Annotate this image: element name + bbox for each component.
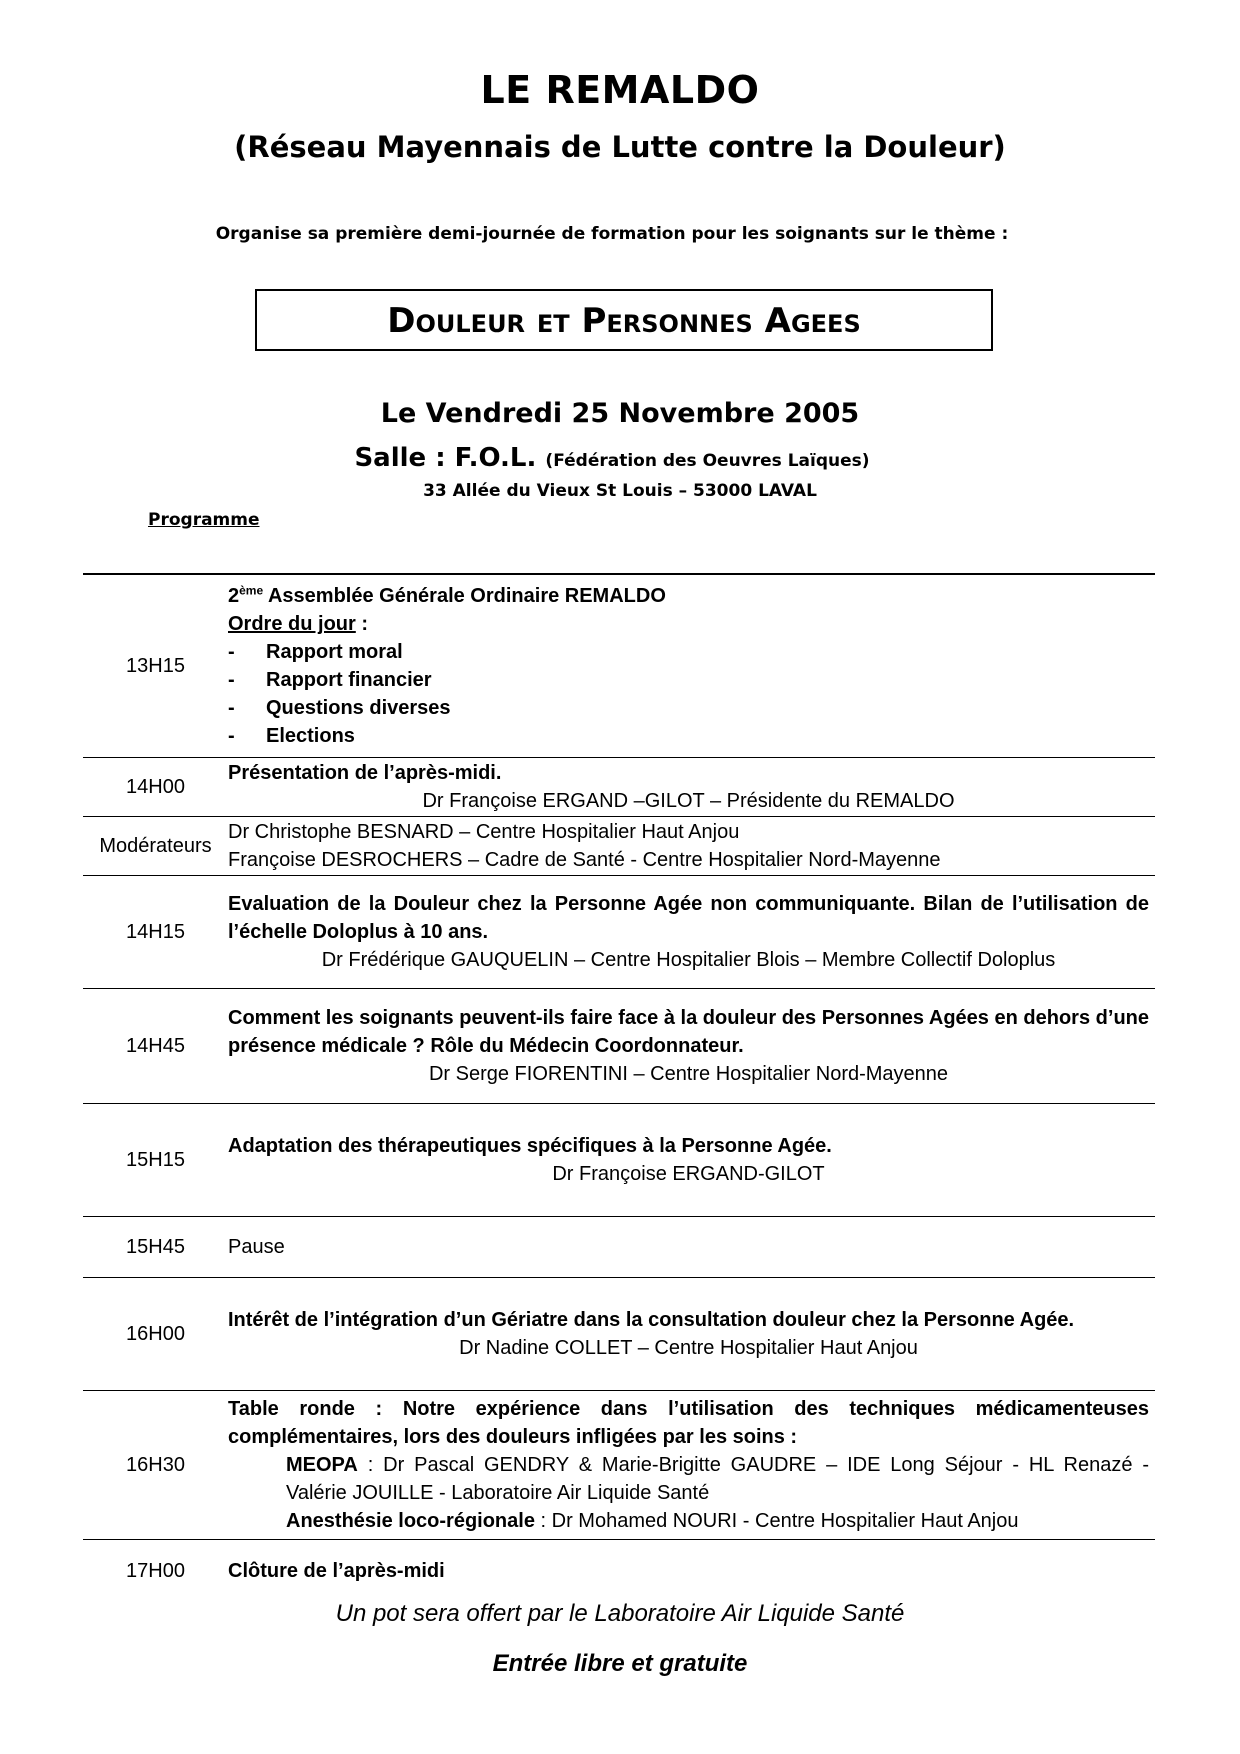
agenda-row	[83, 817, 1155, 876]
speaker: Dr Frédérique GAUQUELIN – Centre Hospitalier Blois – Membre Collectif Doloplus	[321, 949, 1056, 971]
session-title: Evaluation de la Douleur chez la Personne Agée non communiquante. Bilan de l’utilisation de l’échelle Doloplus à 10 ans.	[228, 893, 1149, 943]
time-cell: 14H15	[126, 921, 185, 943]
venue-main: Salle : F.O.L.	[354, 443, 537, 473]
content-cell	[228, 1391, 1155, 1540]
time-cell: 15H45	[126, 1236, 185, 1258]
session-title: Adaptation des thérapeutiques spécifiques à la Personne Agée.	[228, 1135, 832, 1157]
panel-meopa: MEOPA : Dr Pascal GENDRY & Marie-Brigitte GAUDRE – IDE Long Séjour - HL Renazé - Valérie JOUILLE - Laboratoire Air Liquide Santé	[286, 1454, 1149, 1504]
agenda-row	[83, 758, 1155, 817]
speaker: Dr Serge FIORENTINI – Centre Hospitalier Nord-Mayenne	[428, 1063, 949, 1085]
agenda-row	[83, 1391, 1155, 1540]
order-of-day: Ordre du jour :	[228, 613, 369, 635]
time-cell: 16H00	[126, 1323, 185, 1345]
content-cell	[228, 574, 1155, 758]
footer-entry: Entrée libre et gratuite	[492, 1650, 748, 1677]
session-title: Intérêt de l’intégration d’un Gériatre dans la consultation douleur chez la Personne Agée.	[228, 1309, 1075, 1331]
session-title: Comment les soignants peuvent-ils faire face à la douleur des Personnes Agées en dehors d’une présence médicale ? Rôle du Médecin Coordonnateur.	[228, 1007, 1149, 1057]
session-title: Pause	[228, 1236, 285, 1258]
moderator: Dr Christophe BESNARD – Centre Hospitalier Haut Anjou	[228, 821, 740, 843]
content-cell	[228, 758, 1155, 817]
content-cell	[228, 1278, 1155, 1391]
document-subtitle: (Réseau Mayennais de Lutte contre la Douleur)	[234, 130, 1006, 164]
event-address: 33 Allée du Vieux St Louis – 53000 LAVAL	[423, 481, 817, 501]
time-cell: 14H00	[126, 776, 185, 798]
event-venue	[0, 443, 1232, 473]
list-item: - Questions diverses	[228, 697, 451, 719]
moderator: Françoise DESROCHERS – Cadre de Santé - Centre Hospitalier Nord-Mayenne	[228, 849, 941, 871]
theme-box: Douleur et Personnes Agees	[255, 289, 993, 351]
session-title: Présentation de l’après-midi.	[228, 762, 502, 784]
venue-detail: (Fédération des Oeuvres Laïques)	[545, 451, 870, 471]
footer-note: Un pot sera offert par le Laboratoire Air Liquide Santé	[335, 1600, 905, 1627]
list-item: - Rapport moral	[228, 641, 403, 663]
intro-text: Organise sa première demi-journée de formation pour les soignants sur le thème :	[215, 224, 1009, 244]
time-cell: 14H45	[126, 1035, 185, 1057]
content-cell	[228, 876, 1155, 989]
time-cell: Modérateurs	[99, 835, 212, 857]
agenda-row	[83, 876, 1155, 989]
content-cell	[228, 1540, 1155, 1603]
agenda-row	[83, 1217, 1155, 1278]
list-item: - Rapport financier	[228, 669, 432, 691]
agenda-table	[83, 573, 1155, 1602]
speaker: Dr Françoise ERGAND –GILOT – Présidente du REMALDO	[422, 790, 955, 812]
time-cell: 15H15	[126, 1149, 185, 1171]
session-title: Table ronde : Notre expérience dans l’utilisation des techniques médicamenteuses complémentaires, lors des douleurs infligées par les soins :	[228, 1398, 1149, 1448]
content-cell	[228, 817, 1155, 876]
agenda-row	[83, 1104, 1155, 1217]
content-cell	[228, 989, 1155, 1104]
agenda-row	[83, 1278, 1155, 1391]
agenda-row	[83, 574, 1155, 758]
programme-heading: Programme	[148, 510, 260, 530]
session-title: Clôture de l’après-midi	[228, 1560, 445, 1582]
event-date: Le Vendredi 25 Novembre 2005	[380, 398, 860, 429]
document-title: LE REMALDO	[480, 68, 760, 112]
content-cell	[228, 1104, 1155, 1217]
assembly-title: 2ème Assemblée Générale Ordinaire REMALDO	[228, 583, 666, 607]
time-cell: 13H15	[126, 655, 185, 677]
content-cell	[228, 1217, 1155, 1278]
list-item: - Elections	[228, 725, 355, 747]
panel-anesthesia: Anesthésie loco-régionale : Dr Mohamed NOURI - Centre Hospitalier Haut Anjou	[286, 1510, 1019, 1532]
speaker: Dr Françoise ERGAND-GILOT	[552, 1163, 825, 1185]
speaker: Dr Nadine COLLET – Centre Hospitalier Haut Anjou	[459, 1337, 918, 1359]
time-cell: 17H00	[126, 1560, 185, 1582]
time-cell: 16H30	[126, 1454, 185, 1476]
agenda-row	[83, 1540, 1155, 1603]
agenda-row	[83, 989, 1155, 1104]
